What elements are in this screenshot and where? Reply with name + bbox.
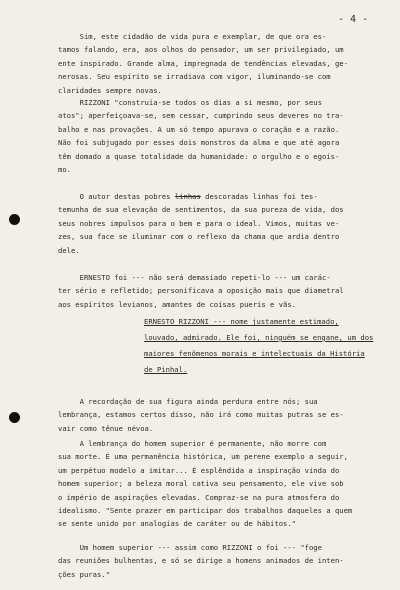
paragraph: ERNESTO foi --- não será demasiado repeti-lo --- um carác- ter sério e refletido; personificava a oposição mais que diametral aos espíritos levianos, amantes de coisas pueris e vãs. [58,273,344,309]
page-number: - 4 - [338,14,369,25]
paragraph [58,190,395,257]
paragraph: Um homem superior --- assim como RIZZONI o foi --- "foge das reuniões bulhentas, e só se dirige a homens animados de inten- ções puras." [58,543,344,579]
underlined-quote: ERNESTO RIZZONI --- nome justamente estimado, louvado, admirado. Ele foi, ninguém se engane, um dos maiores fenômenos morais e intelectuais da História de Pinhal. [144,317,374,374]
paragraph-rest: descoradas linhas foi tes- temunha de sua elevação de sentimentos, da sua pureza de vida, dos seus nobres impulsos para o bem e para o ideal. Vimos, muitas ve- zes, sua face se iluminar com o reflexo da chama que ardia dentro dele. [58,192,344,255]
paragraph: Sim, este cidadão de vida pura e exemplar, de que ora es- tamos falando, era, aos olhos do pensador, um ser privilegiado, um ente inspirado. Grande alma, impregnada de tendências elevadas, ge- nerosas. Seu espírito se irradiava com vigor, iluminando-se com claridades sempre novas. [58,32,348,95]
paragraph: A recordação de sua figura ainda perdura entre nós; sua lembrança, estamos certos disso, não irá como muitas putras se es- vair como tênue névoa. [58,397,344,433]
struck-word: linhas [174,192,201,201]
paragraph-start: O autor destas pobres [58,192,175,201]
paragraph: A lembrança do homem superior é permanente, não morre com sua morte. É uma permanência histórica, um perene exemplo a seguir, um perpétuo modelo a imitar... É esplêndida a inspiração vinda do homem superior; a beleza moral cativa seu pensamento, ele vive sob o império de aspirações elevadas. Compraz-se na pura atmosfera do idealismo. "Sente prazer em participar dos trabalhos daqueles a quem se sente unido por analogias de caráter ou de hábitos." [58,439,353,529]
punch-hole [9,214,20,225]
paragraph: RIZZONI "construía-se todos os dias a si mesmo, por seus atos"; aperfeiçoava-se, sem cessar, cumprindo seus deveres no tra- balho e nas provações. A um só tempo apurava o coração e a razão. Não foi subjugado por esses dois monstros da alma e que até agora têm domado a quase totalidade da humanidade: o orgulho e o egoís- mo. [58,98,344,175]
punch-hole [9,412,20,423]
